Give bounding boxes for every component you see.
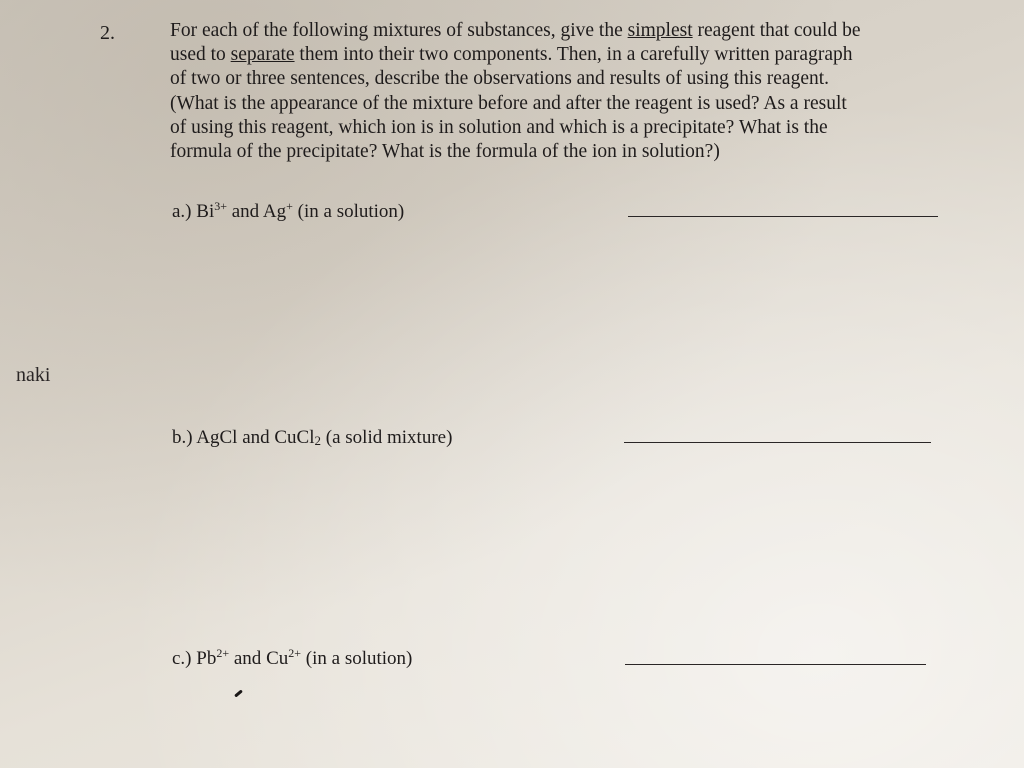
part-a-charge-1: 3+ [214, 199, 227, 213]
part-c-label: c.) [172, 648, 197, 669]
part-a [172, 201, 404, 223]
part-a-context: (in a solution) [292, 201, 405, 222]
part-b-label: b.) [172, 427, 197, 448]
underlined-word: separate [230, 44, 295, 66]
part-b [172, 427, 452, 449]
part-b-context: (a solid mixture) [321, 427, 453, 448]
part-a-joiner: and [227, 201, 263, 222]
part-c-charge-1: 2+ [216, 646, 230, 660]
part-c-charge-2: 2+ [288, 646, 302, 660]
prompt-line [170, 92, 970, 116]
prompt-line [170, 19, 970, 43]
question-number: 2. [100, 22, 115, 44]
part-b-answer-line[interactable] [624, 442, 931, 443]
part-a-label: a.) [172, 201, 197, 222]
prompt-line [170, 140, 970, 164]
prompt-line [170, 43, 970, 67]
prompt-text: used to [170, 44, 231, 66]
part-c-joiner: and [229, 648, 267, 669]
prompt-text: of two or three sentences, describe the observations and results of using this reagent. [170, 68, 830, 90]
part-b-species: AgCl and CuCl [196, 427, 315, 448]
prompt-line [170, 116, 970, 140]
prompt-text: For each of the following mixtures of substances, give the [170, 20, 628, 41]
prompt-line [170, 67, 970, 91]
question-prompt [170, 19, 970, 164]
prompt-text: (What is the appearance of the mixture before and after the reagent is used? As a result [170, 92, 847, 114]
part-b-subscript: 2 [314, 433, 322, 448]
pen-mark [234, 689, 243, 697]
prompt-text: reagent that could be [692, 20, 861, 41]
part-c [172, 648, 412, 670]
part-a-species-1: Bi [196, 201, 215, 222]
margin-handwriting: naki [16, 364, 51, 386]
part-c-context: (in a solution) [301, 648, 413, 669]
part-a-charge-2: + [286, 199, 293, 213]
prompt-text: them into their two components. Then, in a carefully written paragraph [294, 44, 853, 66]
underlined-word: simplest [627, 20, 693, 41]
part-a-answer-line[interactable] [628, 216, 938, 217]
prompt-text: of using this reagent, which ion is in solution and which is a precipitate? What is the [170, 116, 828, 138]
part-c-answer-line[interactable] [625, 664, 926, 665]
part-c-species-1: Pb [196, 648, 217, 669]
prompt-text: formula of the precipitate? What is the formula of the ion in solution?) [170, 141, 720, 163]
part-c-species-2: Cu [266, 648, 289, 669]
part-a-species-2: Ag [262, 201, 287, 222]
